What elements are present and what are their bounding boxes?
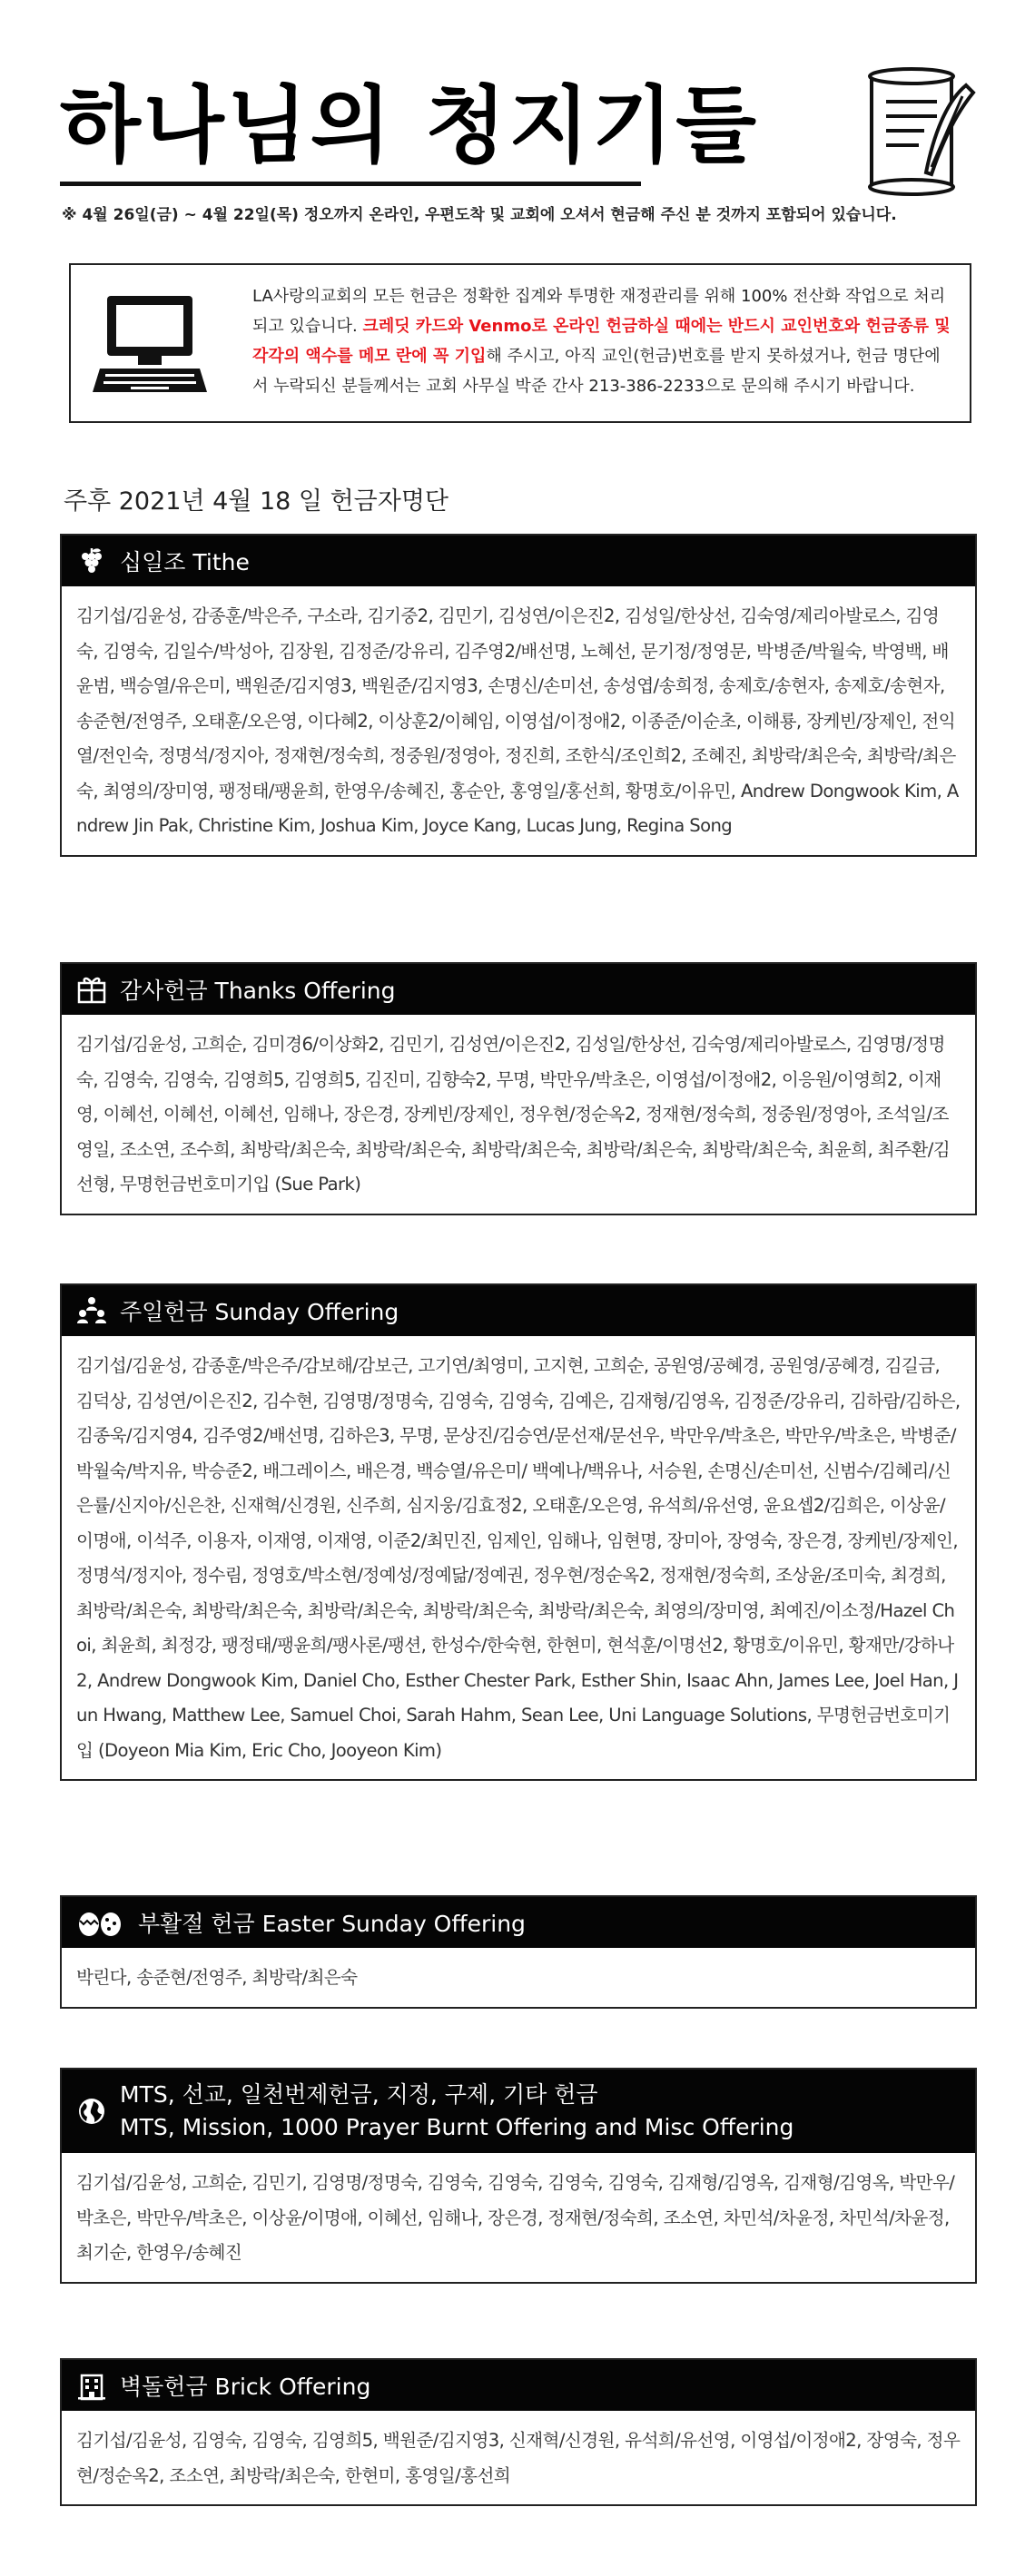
brick-header <box>62 2360 975 2411</box>
thanks-section <box>60 962 977 1215</box>
tithe-section <box>60 534 977 857</box>
info-text-highlight: 크레딧 카드와 Venmo로 온라인 헌금하실 때에는 반드시 교인번호와 헌금종류 및 각각의 액수를 메모 란에 꼭 기입 <box>252 317 951 366</box>
tithe-header <box>62 536 975 586</box>
brick-title: 벽돌헌금 Brick Offering <box>120 2374 371 2400</box>
easter-names: 박린다, 송준현/전영주, 최방락/최은숙 <box>76 1967 358 1988</box>
globe-icon <box>76 2096 107 2127</box>
info-text-1: LA사랑의교회의 모든 헌금은 정확한 집계와 투명한 재정관리를 위해 100% 전산화 작업으로 처리되고 있습니다. <box>252 287 946 336</box>
page-title: 하나님의 청지기들 <box>60 77 760 174</box>
sunday-section <box>60 1283 977 1781</box>
gift-icon <box>76 974 107 1005</box>
building-icon <box>76 2370 107 2401</box>
scroll-quill-icon <box>859 65 977 202</box>
grapes-icon <box>76 546 107 576</box>
easter-header <box>62 1897 975 1948</box>
brick-section <box>60 2358 977 2506</box>
period-notice: ※ 4월 26일(금) ~ 4월 22일(목) 정오까지 온라인, 우편도착 및 교회에 오셔서 현금해 주신 분 것까지 포함되어 있습니다. <box>62 206 897 224</box>
computer-icon <box>91 290 209 398</box>
brick-names: 김기섭/김윤성, 김영숙, 김영숙, 김영희5, 백원준/김지영3, 신재혁/신경원, 유석희/유선영, 이영섭/이정애2, 장영숙, 정우현/정순옥2, 조소연, 최방락/최은숙, 한현미, 홍영일/홍선희 <box>76 2430 961 2486</box>
masthead <box>60 65 977 183</box>
easter-section <box>60 1895 977 2009</box>
thanks-title: 감사헌금 Thanks Offering <box>120 978 396 1004</box>
title-underline <box>60 182 641 186</box>
mts-title-en: MTS, Mission, 1000 Prayer Burnt Offering and Misc Offering <box>120 2114 794 2140</box>
sunday-names: 김기섭/김윤성, 감종훈/박은주/감보해/감보근, 고기연/최영미, 고지현, 고희순, 공원영/공혜경, 공원영/공혜경, 김길금, 김덕상, 김성연/이은진2, 김수현, 김영명/정명숙, 김영숙, 김영숙, 김예은, 김재형/김영옥, 김정준/강유리, 김하람/김하은, 김종욱/김지영4, 김주영2/배선명, 김하은3, 무명, 문상진/김승연/문선재/문선우, 박만우/박초은, 박만우/박초은, 박병준/박월숙/박지유, 박승준2, 배그레이스, 배은경, 백승열/유은미/ 백예나/백유나, 서승원, 손명신/손미선, 신범수/김혜리/신은률/신지아/신은찬, 신재혁/신경원, 신주희, 심지웅/김효정2, 오태훈/오은영, 유석희/유선영, 윤요셉2/김희은, 이상윤/이명애, 이석주, 이용자, 이재영, 이재영, 이준2/최민진, 임제인, 임해나, 임현명, 장미아, 장영숙, 장은경, 장케빈/장제인, 정명석/정지아, 정수림, 정영호/박소현/정예성/정예닮/정예권, 정우현/정순옥2, 정재현/정숙희, 조상윤/조미숙, 최경희, 최방락/최은숙, 최방락/최은숙, 최방락/최은숙, 최방락/최은숙, 최방락/최은숙, 최영의/장미영, 최예진/이소정/Hazel Choi, 최윤희, 최정강, 팽정태/팽윤희/팽사론/팽션, 한성수/한숙현, 한현미, 현석훈/이명선2, 황명호/이유민, 황재만/강하나2, Andrew Dongwook Kim, Daniel Cho, Esther Chester Park, Esther Shin, Isaac Ahn, James Lee, Joel Han, Jun Hwang, Matthew Lee, Samuel Choi, Sarah Hahm, Sean Lee, Uni Language Solutions, 무명헌금번호미기입 (Doyeon Mia Kim, Eric Cho, Jooyeon Kim) <box>76 1355 961 1761</box>
week-heading: 주후 2021년 4월 18 일 헌금자명단 <box>64 487 448 516</box>
info-text-2: 해 주시고, 아직 교인(헌금)번호를 받지 못하셨거나, 헌금 명단에서 누락되신 분들께서는 교회 사무실 박준 간사 213-386-2233으로 문의해 주시기 바랍니다. <box>252 347 941 396</box>
mts-header <box>62 2070 975 2153</box>
mts-names: 김기섭/김윤성, 고희순, 김민기, 김영명/정명숙, 김영숙, 김영숙, 김영숙, 김영숙, 김재형/김영옥, 김재형/김영옥, 박만우/박초은, 박만우/박초은, 이상윤/이명애, 이혜선, 임해나, 장은경, 정재현/정숙희, 조소연, 차민석/차윤정, 차민석/차윤정, 최기순, 한영우/송혜진 <box>76 2172 955 2263</box>
mts-section <box>60 2068 977 2284</box>
tithe-title: 십일조 Tithe <box>120 549 250 575</box>
thanks-header <box>62 964 975 1015</box>
easter-eggs-icon <box>76 1907 125 1938</box>
sunday-header <box>62 1285 975 1336</box>
info-text <box>252 281 951 401</box>
mts-title <box>120 2079 794 2144</box>
sunday-title: 주일헌금 Sunday Offering <box>120 1299 399 1325</box>
mts-title-ko: MTS, 선교, 일천번제헌금, 지정, 구제, 기타 헌금 <box>120 2081 598 2108</box>
tithe-names: 김기섭/김윤성, 감종훈/박은주, 구소라, 김기중2, 김민기, 김성연/이은진2, 김성일/한상선, 김숙영/제리아발로스, 김영숙, 김영숙, 김일수/박성아, 김장원, 김정준/강유리, 김주영2/배선명, 노혜선, 문기정/정영문, 박병준/박월숙, 박영백, 배윤범, 백승열/유은미, 백원준/김지영3, 백원준/김지영3, 손명신/손미선, 송성엽/송희정, 송제호/송현자, 송제호/송현자, 송준현/전영주, 오태훈/오은영, 이다혜2, 이상훈2/이혜임, 이영섭/이정애2, 이종준/이순초, 이해룡, 장케빈/장제인, 전익열/전인숙, 정명석/정지아, 정재현/정숙희, 정중원/정영아, 정진희, 조한식/조인희2, 조혜진, 최방락/최은숙, 최방락/최은숙, 최영의/장미영, 팽정태/팽윤희, 한영우/송혜진, 홍순안, 홍영일/홍선희, 황명호/이유민, Andrew Dongwook Kim, Andrew Jin Pak, Christine Kim, Joshua Kim, Joyce Kang, Lucas Jung, Regina Song <box>76 605 959 836</box>
thanks-names: 김기섭/김윤성, 고희순, 김미경6/이상화2, 김민기, 김성연/이은진2, 김성일/한상선, 김숙영/제리아발로스, 김영명/정명숙, 김영숙, 김영숙, 김영희5, 김영희5, 김진미, 김향숙2, 무명, 박만우/박초은, 이영섭/이정애2, 이응원/이영희2, 이재영, 이혜선, 이혜선, 이혜선, 임해나, 장은경, 장케빈/장제인, 정우현/정순옥2, 정재현/정숙희, 정중원/정영아, 조석일/조영일, 조소연, 조수희, 최방락/최은숙, 최방락/최은숙, 최방락/최은숙, 최방락/최은숙, 최방락/최은숙, 최윤희, 최주환/김선형, 무명헌금번호미기입 (Sue Park) <box>76 1034 951 1195</box>
people-group-icon <box>76 1295 107 1326</box>
info-box <box>69 263 971 423</box>
easter-title: 부활절 헌금 Easter Sunday Offering <box>138 1911 526 1937</box>
